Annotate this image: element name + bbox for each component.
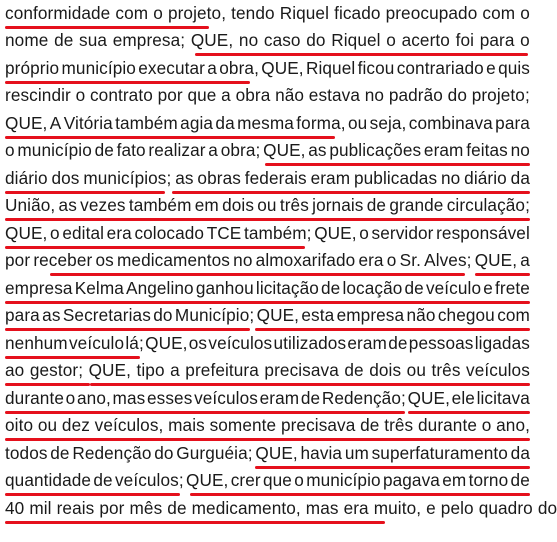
word: Riquel [305, 58, 356, 78]
word: as [58, 195, 77, 215]
word: da [510, 443, 530, 463]
text-line [5, 495, 557, 521]
word: obra [235, 85, 271, 105]
word: e [483, 278, 493, 298]
text-line [5, 55, 530, 81]
highlight-underline [5, 383, 90, 386]
text-line [5, 27, 530, 53]
word: realizar [148, 140, 206, 160]
word: publicações [329, 140, 422, 160]
word: acerto [401, 30, 450, 50]
highlight-underline [475, 273, 530, 276]
word: ligadas [474, 333, 530, 353]
word: grande [389, 195, 444, 215]
word: não [275, 85, 305, 105]
word: empresa [5, 278, 73, 298]
text-line [5, 357, 530, 383]
word: também [115, 113, 178, 133]
word: Alves; [424, 250, 472, 270]
word: esta [301, 305, 335, 325]
word: combinava [408, 113, 493, 133]
word: o [50, 223, 60, 243]
word: almoxarifado [255, 250, 356, 270]
word: torno [468, 470, 509, 490]
word: de [94, 140, 114, 160]
text-line [5, 302, 530, 328]
word: projeto; [471, 85, 530, 105]
word: vezes [80, 195, 126, 215]
word: as [42, 305, 61, 325]
word: quis [498, 58, 530, 78]
word: lá; [125, 333, 144, 353]
word: de [321, 278, 341, 298]
word: no [441, 168, 461, 188]
word: dois [222, 195, 255, 215]
word: três [279, 195, 309, 215]
text-line [5, 440, 530, 466]
word: TCE [206, 223, 242, 243]
word: feitas [466, 140, 508, 160]
word: servidor [371, 223, 434, 243]
word: próprio [5, 58, 60, 78]
word: Redenção; [321, 388, 406, 408]
word: obra, [219, 58, 259, 78]
word: colocado [134, 223, 205, 243]
word: o [5, 140, 15, 160]
word: a [208, 140, 218, 160]
word: ou [37, 415, 58, 435]
word: chegou [437, 305, 495, 325]
word: padrão [388, 85, 443, 105]
word: o [294, 470, 304, 490]
word: contrato [89, 85, 153, 105]
word: veículos, [94, 415, 164, 435]
word: havia [300, 443, 343, 463]
word: da [215, 113, 235, 133]
word: para [5, 305, 40, 325]
word: pagava [382, 470, 440, 490]
word: ficou [357, 58, 395, 78]
word: oito [5, 415, 34, 435]
word: ganhou [195, 278, 254, 298]
word: 40 [5, 498, 25, 518]
word: ou [406, 360, 426, 380]
word: com [115, 3, 149, 23]
word: QUE, [88, 360, 131, 380]
word: Angelino [126, 278, 194, 298]
word: nome [5, 30, 49, 50]
text-line [5, 467, 530, 493]
word: as [175, 168, 194, 188]
word: Sr. [399, 250, 421, 270]
text-line [5, 137, 530, 163]
text-line [5, 0, 530, 26]
highlight-underline [5, 26, 209, 29]
word: QUE, [255, 443, 298, 463]
highlight-underline [255, 466, 530, 469]
highlight-underline [5, 438, 530, 441]
word: de [388, 333, 408, 353]
word: as [308, 140, 327, 160]
word: o [65, 388, 76, 408]
highlight-underline [5, 356, 140, 359]
word: mas [305, 498, 339, 518]
word: com [482, 3, 516, 23]
word: dez [61, 415, 90, 435]
word: diário [5, 168, 48, 188]
word: mesma [237, 113, 294, 133]
word: o [520, 3, 530, 23]
highlight-underline [90, 383, 530, 386]
highlight-underline [255, 328, 530, 331]
word: eram [347, 333, 387, 353]
word: jornais [312, 195, 364, 215]
word: também; [244, 223, 312, 243]
word: veículo [68, 333, 125, 353]
word: frete [495, 278, 530, 298]
word: Gurguéia; [176, 443, 253, 463]
word: eram [259, 388, 300, 408]
word: por [157, 85, 183, 105]
word: QUE, [185, 470, 229, 490]
word: empresa; [112, 30, 186, 50]
word: de [50, 443, 70, 463]
word: medicamentos [117, 250, 230, 270]
word: veículos [208, 333, 273, 353]
highlight-underline [172, 191, 530, 194]
word: somente [209, 415, 277, 435]
word: licitação [255, 278, 319, 298]
highlight-underline [5, 411, 405, 414]
text-line [5, 110, 530, 136]
word: a [170, 360, 180, 380]
word: que [187, 85, 217, 105]
word: os [95, 250, 114, 270]
word: de [54, 30, 74, 50]
highlight-underline [408, 411, 530, 414]
word: os [188, 333, 208, 353]
text-line [5, 385, 530, 411]
word: de [360, 415, 380, 435]
word: precisava [264, 360, 339, 380]
word: de [366, 195, 387, 215]
word: para [479, 30, 515, 50]
word: ficado [334, 3, 381, 23]
word: o [153, 3, 163, 23]
word: no [364, 85, 385, 105]
word: projeto, [167, 3, 227, 23]
word: do [537, 498, 557, 518]
word: eram [423, 140, 464, 160]
word: QUE, [474, 250, 518, 270]
word: executar [138, 58, 205, 78]
word: veículos [466, 360, 530, 380]
word: município [61, 58, 136, 78]
word: receber [33, 250, 93, 270]
word: da [510, 168, 530, 188]
word: crer [230, 470, 261, 490]
word: também [128, 195, 192, 215]
word: circulação; [446, 195, 530, 215]
word: todos [5, 443, 48, 463]
highlight-underline [5, 521, 385, 524]
word: utilizados [273, 333, 347, 353]
word: esses [147, 388, 193, 408]
word: ou [347, 113, 368, 133]
word: rescindir [5, 85, 71, 105]
word: QUE, [261, 58, 304, 78]
word: em [194, 195, 219, 215]
word: mas [112, 388, 146, 408]
text-line [5, 412, 530, 438]
word: quantidade [5, 470, 92, 490]
word: e [426, 498, 436, 518]
word: QUE, [256, 305, 300, 325]
word: contrariado [396, 58, 484, 78]
word: locação [342, 278, 403, 298]
word: por [5, 250, 31, 270]
text-line [5, 330, 530, 356]
word: Secretarias [62, 305, 151, 325]
highlight-underline [5, 493, 180, 496]
word: União, [5, 195, 56, 215]
word: do [306, 30, 326, 50]
word: QUE, [407, 388, 450, 408]
word: Riquel [331, 30, 381, 50]
word: ano, [496, 415, 530, 435]
word: era [106, 223, 132, 243]
word: de [167, 498, 187, 518]
word: de [510, 470, 530, 490]
text-line [5, 192, 530, 218]
word: preocupado [385, 3, 478, 23]
word: que [262, 470, 292, 490]
word: o [520, 30, 530, 50]
word: durante [5, 388, 64, 408]
word: sua [79, 30, 108, 50]
word: o [386, 250, 397, 270]
highlight-underline [195, 53, 528, 56]
word: ano, [77, 388, 111, 408]
word: precisava [280, 415, 356, 435]
word: no [233, 250, 253, 270]
word: QUE, [190, 30, 234, 50]
word: três [384, 415, 414, 435]
text-line [5, 275, 530, 301]
word: a [520, 250, 530, 270]
word: seja, [369, 113, 407, 133]
word: no [238, 30, 259, 50]
word: QUE, [5, 223, 48, 243]
word: QUE, [263, 140, 306, 160]
highlight-underline [5, 301, 530, 304]
word: foi [455, 30, 475, 50]
word: Riquel [279, 3, 330, 23]
word: QUE, [314, 223, 357, 243]
word: tendo [231, 3, 275, 23]
word: o [75, 85, 86, 105]
word: a [207, 58, 217, 78]
word: ele [451, 388, 475, 408]
word: não [406, 305, 436, 325]
word: publicadas [353, 168, 438, 188]
word: nenhum [5, 333, 68, 353]
word: de [404, 278, 424, 298]
word: veículo [425, 278, 482, 298]
word: a [221, 85, 231, 105]
word: Município; [174, 305, 255, 325]
word: edital [62, 223, 105, 243]
word: obras [197, 168, 241, 188]
word: um [344, 443, 369, 463]
word: quadro [478, 498, 533, 518]
word: federais [244, 168, 307, 188]
highlight-underline [5, 218, 530, 221]
word: ou [257, 195, 277, 215]
word: dois [369, 360, 402, 380]
word: A [49, 113, 62, 133]
word: o [359, 223, 369, 243]
word: durante [418, 415, 477, 435]
highlight-underline [265, 163, 530, 166]
highlight-underline [50, 273, 465, 276]
word: mês [129, 498, 163, 518]
word: muito, [373, 498, 422, 518]
word: eram [310, 168, 351, 188]
word: Redenção [72, 443, 152, 463]
word: mil [29, 498, 52, 518]
highlight-underline [5, 81, 250, 84]
word: pelo [440, 498, 474, 518]
text-line [5, 220, 530, 246]
word: responsável [436, 223, 530, 243]
word: era [343, 498, 369, 518]
word: o [386, 30, 396, 50]
word: de [344, 360, 364, 380]
word: veículos; [114, 470, 184, 490]
word: obra; [220, 140, 261, 160]
word: por [99, 498, 125, 518]
word: com [497, 305, 530, 325]
word: três [431, 360, 461, 380]
word: de [93, 470, 113, 490]
word: de [300, 388, 321, 408]
highlight-underline [5, 328, 250, 331]
text-line [5, 165, 530, 191]
word: ao [5, 360, 25, 380]
word: do [153, 305, 173, 325]
word: do [447, 85, 467, 105]
word: prefeitura [185, 360, 259, 380]
word: veículos [194, 388, 258, 408]
word: era [358, 250, 384, 270]
word: licitava [476, 388, 530, 408]
word: mais [168, 415, 205, 435]
word: diário [464, 168, 507, 188]
text-line [5, 82, 530, 108]
word: medicamento, [191, 498, 301, 518]
word: forma, [296, 113, 346, 133]
highlight-underline [5, 246, 305, 249]
highlight-underline [5, 191, 165, 194]
highlight-underline [5, 136, 335, 139]
text-line [5, 247, 530, 273]
word: tipo [136, 360, 165, 380]
word: Kelma [74, 278, 124, 298]
word: em [442, 470, 467, 490]
word: o [481, 415, 492, 435]
word: para [495, 113, 530, 133]
word: superfaturamento [371, 443, 508, 463]
word: no [510, 140, 530, 160]
word: município [306, 470, 381, 490]
word: municípios; [83, 168, 172, 188]
word: estava [308, 85, 361, 105]
word: empresa [336, 305, 405, 325]
word: pessoas [408, 333, 474, 353]
word: dos [51, 168, 80, 188]
highlight-underline [190, 493, 530, 496]
word: do [154, 443, 174, 463]
word: agia [180, 113, 214, 133]
word: fato [116, 140, 146, 160]
word: reais [56, 498, 95, 518]
word: gestor; [29, 360, 84, 380]
word: caso [263, 30, 301, 50]
word: Vitória [63, 113, 113, 133]
word: QUE, [145, 333, 188, 353]
word: e [486, 58, 496, 78]
word: município [17, 140, 92, 160]
word: QUE, [5, 113, 48, 133]
word: conformidade [5, 3, 111, 23]
